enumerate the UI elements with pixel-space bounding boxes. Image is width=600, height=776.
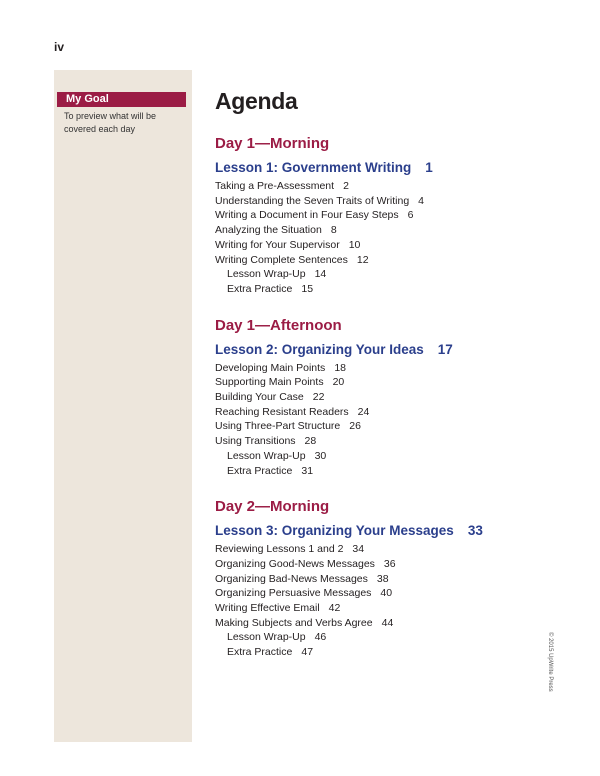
agenda-item-text: Using Transitions: [215, 435, 296, 448]
agenda-item-page: 10: [348, 238, 361, 251]
agenda-item-text: Lesson Wrap-Up: [227, 631, 306, 644]
agenda-item-text: Organizing Persuasive Messages: [215, 587, 372, 600]
agenda-item: [215, 586, 575, 601]
agenda-subitem: [215, 464, 575, 479]
agenda-item-text: Reviewing Lessons 1 and 2: [215, 543, 344, 556]
agenda-subitem: [215, 449, 575, 464]
agenda-item: [215, 557, 575, 572]
agenda-item-page: 31: [301, 464, 314, 477]
agenda-item: [215, 194, 575, 209]
agenda-item-page: 6: [407, 209, 414, 222]
agenda-item: [215, 390, 575, 405]
agenda-item: [215, 405, 575, 420]
agenda-item-text: Reaching Resistant Readers: [215, 405, 349, 418]
agenda-item-page: 4: [418, 194, 425, 207]
agenda-item-page: 36: [383, 557, 396, 570]
agenda-item-page: 20: [332, 376, 345, 389]
agenda-item-text: Writing a Document in Four Easy Steps: [215, 209, 399, 222]
agenda-item-text: Building Your Case: [215, 391, 304, 404]
agenda-content: [215, 88, 575, 660]
agenda-item-text: Understanding the Seven Traits of Writing: [215, 194, 410, 207]
agenda-item: [215, 572, 575, 587]
lesson-heading: [215, 160, 575, 176]
agenda-item-page: 44: [381, 616, 394, 629]
agenda-item-page: 42: [328, 602, 341, 615]
agenda-item-page: 22: [312, 391, 325, 404]
agenda-item-text: Extra Practice: [227, 646, 293, 659]
agenda-item: [215, 542, 575, 557]
agenda-item-page: 28: [304, 435, 317, 448]
agenda-item: [215, 616, 575, 631]
agenda-item-page: 46: [314, 631, 327, 644]
lesson-heading: [215, 523, 575, 539]
agenda-item-text: Making Subjects and Verbs Agree: [215, 616, 373, 629]
lesson-title: Lesson 2: Organizing Your Ideas: [215, 341, 424, 357]
agenda-item-text: Extra Practice: [227, 464, 293, 477]
agenda-item: [215, 208, 575, 223]
day-heading: Day 1—Afternoon: [215, 316, 342, 334]
copyright-notice: © 2015 UpWrite Press: [547, 632, 553, 692]
agenda-item-page: 30: [314, 449, 327, 462]
agenda-subitem: [215, 630, 575, 645]
lesson-heading: [215, 342, 575, 358]
agenda-item: [215, 434, 575, 449]
agenda-item: [215, 361, 575, 376]
sidebar: [54, 70, 192, 742]
lesson-page-number: 17: [437, 341, 453, 357]
agenda-item-text: Lesson Wrap-Up: [227, 449, 306, 462]
agenda-item-page: 47: [301, 646, 314, 659]
agenda-item-page: 8: [330, 224, 337, 237]
agenda-item-page: 40: [380, 587, 393, 600]
lesson-page-number: 33: [467, 523, 483, 539]
lesson-title: Lesson 1: Government Writing: [215, 160, 412, 175]
agenda-item: [215, 601, 575, 616]
agenda-item-page: 2: [343, 180, 349, 192]
page-title: Agenda: [215, 88, 298, 114]
agenda-item-text: Writing Effective Email: [215, 602, 320, 615]
agenda-item-text: Analyzing the Situation: [215, 224, 322, 237]
agenda-item: [215, 223, 575, 238]
lesson-page-number: 1: [425, 160, 433, 175]
agenda-item-page: 12: [356, 253, 369, 266]
agenda-item-text: Lesson Wrap-Up: [227, 268, 306, 281]
agenda-subitem: [215, 645, 575, 660]
agenda-item: [215, 419, 575, 434]
my-goal-label: My Goal: [57, 92, 186, 107]
page-number: iv: [54, 40, 65, 54]
agenda-item: [215, 179, 575, 194]
agenda-item-text: Supporting Main Points: [215, 376, 324, 389]
agenda-item-page: 26: [349, 420, 361, 433]
agenda-item-text: Writing Complete Sentences: [215, 253, 348, 266]
agenda-item-text: Organizing Good-News Messages: [215, 557, 375, 570]
agenda-item: [215, 238, 575, 253]
agenda-item-text: Developing Main Points: [215, 361, 326, 374]
agenda-sections: [215, 135, 575, 660]
agenda-item-text: Using Three-Part Structure: [215, 420, 341, 433]
agenda-item: [215, 375, 575, 390]
agenda-item-text: Organizing Bad-News Messages: [215, 572, 368, 585]
day-heading: Day 2—Morning: [215, 498, 330, 516]
agenda-item: [215, 253, 575, 268]
agenda-item-page: 24: [357, 405, 370, 418]
agenda-item-text: Extra Practice: [227, 282, 293, 295]
lesson-title: Lesson 3: Organizing Your Messages: [215, 523, 454, 539]
agenda-item-text: Writing for Your Supervisor: [215, 238, 340, 251]
agenda-subitem: [215, 267, 575, 282]
agenda-item-page: 34: [352, 543, 365, 556]
day-heading: Day 1—Morning: [215, 135, 330, 152]
agenda-item-page: 14: [314, 268, 327, 281]
agenda-subitem: [215, 282, 575, 297]
agenda-item-page: 18: [334, 361, 346, 374]
my-goal-text: To preview what will be covered each day: [64, 111, 157, 134]
agenda-item-page: 15: [301, 282, 314, 295]
agenda-item-page: 38: [376, 572, 389, 585]
agenda-item-text: Taking a Pre-Assessment: [215, 180, 335, 192]
